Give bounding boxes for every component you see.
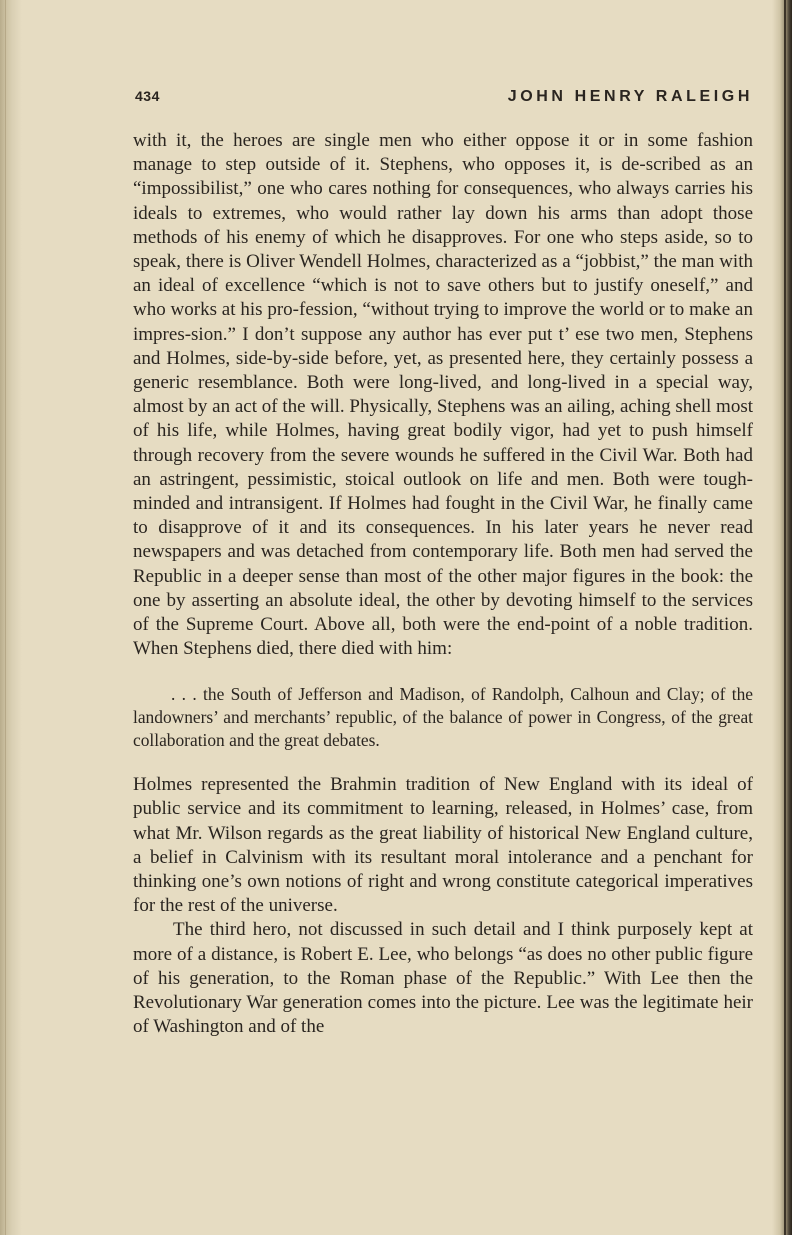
running-head: [133, 88, 753, 112]
running-header-author: JOHN HENRY RALEIGH: [507, 88, 753, 105]
left-binding-gutter: [0, 0, 22, 1235]
paragraph-2: Holmes represented the Brahmin tradition of New England with its ideal of public service and its commitment to learning, released, in Holmes’ case, from what Mr. Wilson regards as the great liability of historical New England culture, a belief in Calvinism with its resultant moral intolerance and a penchant for thinking one’s own notions of right and wrong constitute categorical imperatives for the rest of the universe.: [133, 774, 753, 917]
paragraph-1: with it, the heroes are single men who either oppose it or in some fashion manage to step outside of it. Stephens, who opposes it, is de-scribed as an “impossibilist,” one who cares nothing for consequences, who always carries his ideals to extremes, who would rather lay down his arms than adopt those methods of his enemy of which he disapproves. For one who steps aside, so to speak, there is Oliver Wendell Holmes, characterized as a “jobbist,” the man with an ideal of excellence “which is not to save others but to justify oneself,” and who works at his pro-fession, “without trying to improve the world or to make an impres-sion.” I don’t suppose any author has ever put t’ ese two men, Stephens and Holmes, side-by-side before, yet, as presented here, they certainly possess a generic resemblance. Both were long-lived, and long-lived in a special way, almost by an act of the will. Physically, Stephens was an ailing, aching shell most of his life, while Holmes, having great bodily vigor, had yet to push himself through recovery from the severe wounds he suffered in the Civil War. Both had an astringent, pessimistic, stoical outlook on life and men. Both were tough-minded and intransigent. If Holmes had fought in the Civil War, he finally came to disapprove of it and its consequences. In his later years he never read newspapers and was detached from contemporary life. Both men had served the Republic in a deeper sense than most of the other major figures in the book: the one by asserting an absolute ideal, the other by devoting himself to the services of the Supreme Court. Above all, both were the end-point of a noble tradition. When Stephens died, there died with him:: [133, 130, 753, 660]
binding-line: [5, 0, 6, 1235]
paragraph-3: The third hero, not discussed in such detail and I think purposely kept at more of a distance, is Robert E. Lee, who belongs “as does no other public figure of his generation, to the Roman phase of the Republic.” With Lee then the Revolutionary War generation comes into the picture. Lee was the legitimate heir of Washington and of the: [133, 919, 753, 1038]
right-page-edge: [772, 0, 792, 1235]
block-quote: . . . the South of Jefferson and Madison, of Randolph, Calhoun and Clay; of the landowners’ and merchants’ republic, of the balance of power in Congress, of the great collaboration and the great debates.: [133, 684, 753, 750]
body-text: [133, 129, 753, 1039]
right-edge-line: [784, 0, 786, 1235]
page-number: 434: [135, 88, 160, 104]
